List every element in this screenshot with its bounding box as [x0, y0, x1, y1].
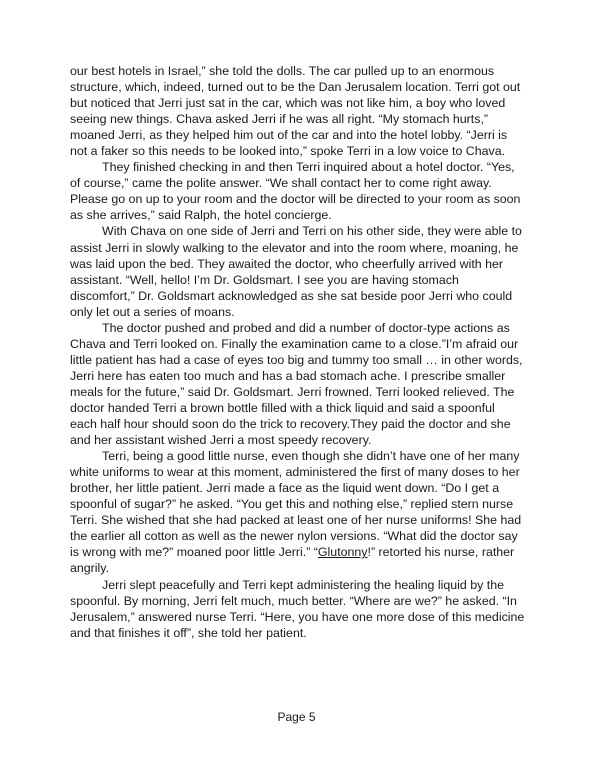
paragraph-3: With Chava on one side of Jerri and Terri on his other side, they were able to assist Jerri in slowly walking to the elevator and into the room where, moaning, he was laid upon the bed. They awaited the doctor, who cheerfully arrived with her assistant. “Well, hello! I’m Dr. Goldsmart. I see you are having stomach discomfort,” Dr. Goldsmart acknowledged as she sat beside poor Jerri who could only let out a series of moans.	[70, 224, 522, 319]
paragraph-1: our best hotels in Israel,” she told the dolls. The car pulled up to an enormous structure, which, indeed, turned out to be the Dan Jerusalem location. Terri got out but noticed that Jerri just sat in the car, which was not like him, a boy who loved seeing new things. Chava asked Jerri if he was all right. “My stomach hurts,” moaned Jerri, as they helped him out of the car and into the hotel lobby. “Jerri is not a faker so this needs to be looked into,” spoke Terri in a low voice to Chava.	[70, 64, 521, 159]
paragraph-6: Jerri slept peacefully and Terri kept administering the healing liquid by the spoonful. By morning, Jerri felt much, much better. “Where are we?” he asked. “In Jerusalem,” answered nurse Terri. “Here, you have one more dose of this medicine and that finishes it off”, she told her patient.	[70, 577, 525, 640]
underlined-word: Glutonny	[317, 545, 368, 560]
paragraph-4: The doctor pushed and probed and did a number of doctor-type actions as Chava and Terri looked on. Finally the examination came to a close.”I’m afraid our little patient has had a case of eyes too big and tummy too small … in other words, Jerri here has eaten too much and has a bad stomach ache. I prescribe smaller meals for the future,” said Dr. Goldsmart. Jerri frowned. Terri looked relieved. The doctor handed Terri a brown bottle filled with a thick liquid and said a spoonful each half hour should soon do the trick to recovery.They paid the doctor and she and her assistant wished Jerri a most speedy recovery.	[70, 320, 523, 448]
body-text	[70, 63, 525, 641]
paragraph-2: They finished checking in and then Terri inquired about a hotel doctor. “Yes, of course,” came the polite answer. “We shall contact her to come right away. Please go on up to your room and the doctor will be directed to your room as soon as she arrives,” said Ralph, the hotel concierge.	[70, 160, 521, 223]
paragraph-5-text-b: !” retorted his nurse, rather angrily.	[70, 545, 515, 576]
paragraph-5-text-a: Terri, being a good little nurse, even though she didn’t have one of her many white uniforms to wear at this moment, administered the first of many doses to her brother, her little patient. Jerri made a face as the liquid went down. “Do I get a spoonful of sugar?” he asked. “You get this and nothing else,” replied stern nurse Terri. She wished that she had packed at least one of her nurse uniforms! She had the earlier all cotton as well as the newer nylon versions. “What did the doctor say is wrong with me?” moaned poor little Jerri.” “	[70, 449, 522, 560]
paragraph-5	[70, 448, 525, 576]
page-number: Page 5	[277, 710, 316, 724]
